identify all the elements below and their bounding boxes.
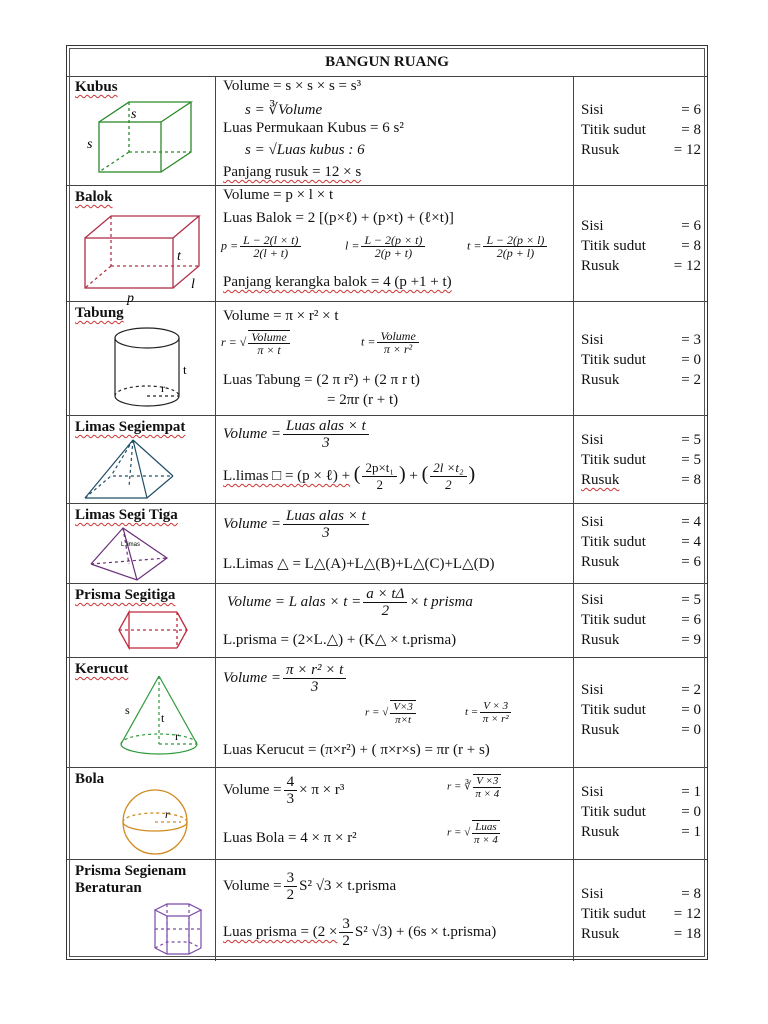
formula-p: p = $\frac{L - 2(l \times t)}{2(l + t)}$ [221, 234, 303, 259]
stat-faces: Sisi = 5 [581, 432, 701, 448]
stat-edges: Rusuk = 18 [581, 926, 701, 942]
row-limas-segitiga [67, 504, 707, 584]
shape-cell [67, 584, 216, 657]
formula-cell [215, 860, 574, 961]
stat-faces: Sisi = 3 [581, 332, 701, 348]
formula-t: t = $\frac{V \times 3}{\text{π × r²}}$ [465, 700, 513, 725]
stat-faces: Sisi = 8 [581, 886, 701, 902]
stats-list [581, 216, 701, 276]
row-kubus [67, 76, 707, 186]
formula-surface: Luas Kerucut = (π×r²) + ( π×r×s) = πr (r + s) [223, 742, 490, 758]
shape-name: Kubus [75, 79, 118, 95]
stat-edges: Rusuk = 9 [581, 632, 701, 648]
formula-volume: Volume = p × l × t [223, 187, 334, 203]
stat-edges: Rusuk = 6 [581, 554, 701, 570]
stats-cell [573, 302, 709, 415]
formula-side-from-area: s = √Luas kubus : 6 [245, 142, 365, 158]
formula-r-from-area: r = √ $\frac{\text{Luas}}{\pi \times 4}$ [447, 821, 498, 846]
edge-label-l: l [191, 277, 195, 292]
stats-cell [573, 768, 709, 859]
formula-cell [215, 768, 574, 859]
row-balok [67, 186, 707, 306]
stats-list [581, 330, 701, 390]
stats-cell [573, 860, 709, 961]
shape-name: Tabung [75, 305, 124, 321]
formula-cell [215, 186, 574, 301]
formula-cell [215, 302, 574, 415]
formula-volume: Volume = s × s × s = s³ [223, 78, 362, 94]
stats-list [581, 430, 701, 490]
shape-cell [67, 186, 216, 306]
formula-cell [215, 504, 574, 583]
stat-edges: Rusuk = 12 [581, 258, 701, 274]
stats-list [581, 100, 701, 160]
formula-volume: Volume = $\frac{\text{π × r² × t}}{3}$ [223, 662, 348, 695]
shape-name: Bola [75, 771, 105, 787]
formula-surface: Luas Bola = 4 × π × r² [223, 830, 357, 846]
shape-cell [67, 504, 216, 583]
cuboid-figure [77, 206, 209, 306]
stat-edges: Rusuk = 12 [581, 142, 701, 158]
edge-label-s: s [131, 107, 137, 122]
label-r: r [165, 807, 170, 821]
stat-vertices: Titik sudut = 0 [581, 702, 701, 718]
stat-faces: Sisi = 5 [581, 592, 701, 608]
stat-vertices: Titik sudut = 12 [581, 906, 701, 922]
stats-list [581, 680, 701, 740]
formula-cell [215, 658, 574, 767]
shape-cell [67, 860, 216, 961]
stat-vertices: Titik sudut = 0 [581, 804, 701, 820]
edge-label-t: t [177, 249, 181, 264]
formula-frame-length: Panjang kerangka balok = 4 (p +1 + t) [223, 274, 452, 290]
stat-edges: Rusuk = 2 [581, 372, 701, 388]
label-t: t [183, 362, 187, 377]
formula-t: t = $\frac{L - 2(p \times l)}{2(p + l)}$ [467, 234, 549, 259]
formula-volume: Volume = $\frac{4}{3}$ × π × r³ [223, 774, 345, 807]
stats-list [581, 512, 701, 572]
formula-surface: Luas Tabung = (2 π r²) + (2 π r t) [223, 372, 420, 388]
formula-cell [215, 76, 574, 185]
formula-l: l = $\frac{L - 2(p \times t)}{2(p + t)}$ [345, 234, 427, 259]
stat-faces: Sisi = 6 [581, 218, 701, 234]
label-t: t [161, 711, 165, 725]
formula-surface: Luas Permukaan Kubus = 6 s² [223, 120, 404, 136]
formula-t: t = $\frac{\text{Volume}}{\text{π × r²}}$ [361, 330, 421, 355]
label-r: r [175, 729, 179, 743]
row-bola [67, 768, 707, 860]
formula-edge-length: Panjang rusuk = 12 × s [223, 164, 362, 180]
edge-label-p: p [127, 291, 134, 306]
formula-volume: Volume = L alas × t = $\frac{a \times t\Delta}{2}$ × t prisma [227, 586, 473, 619]
row-kerucut [67, 658, 707, 768]
row-prisma-segitiga [67, 584, 707, 658]
label-limas: L.limas [121, 542, 141, 548]
stat-vertices: Titik sudut = 4 [581, 534, 701, 550]
stat-faces: Sisi = 2 [581, 682, 701, 698]
formula-cell [215, 416, 574, 503]
square-pyramid-figure [81, 436, 185, 502]
row-limas-segiempat [67, 416, 707, 504]
formula-r: r = √ $\frac{V\times 3}{\pi\times t}$ [365, 700, 418, 726]
formula-surface: L.limas □ = (p × ℓ) + ( $\frac{\text{2p×t₁}}{2}$ ) + ( $\frac{\text{2l ×t₂}}{2}$ ) [223, 460, 476, 492]
shape-name: Prisma Segitiga [75, 587, 176, 603]
shape-cell [67, 302, 216, 415]
stat-vertices: Titik sudut = 8 [581, 238, 701, 254]
label-s: s [125, 703, 130, 717]
shape-name: Limas Segi Tiga [75, 507, 178, 523]
formula-surface: Luas Balok = 2 [(p×ℓ) + (p×t) + (ℓ×t)] [223, 210, 454, 226]
stat-faces: Sisi = 6 [581, 102, 701, 118]
sphere-figure [115, 788, 199, 858]
stats-cell [573, 416, 709, 503]
stat-edges: Rusuk = 0 [581, 722, 701, 738]
formula-r: r = √ $\frac{\text{Volume}}{\pi \times t}$ [221, 330, 292, 356]
triangular-pyramid-figure [87, 524, 179, 582]
formula-surface-simplified: = 2πr (r + t) [327, 392, 399, 408]
stats-cell [573, 584, 709, 657]
formula-cell [215, 584, 574, 657]
cube-figure [87, 96, 199, 176]
formula-surface: L.prisma = (2×L.△) + (K△ × t.prisma) [223, 632, 457, 648]
edge-label-s: s [87, 137, 93, 152]
row-tabung [67, 302, 707, 416]
shape-name: Limas Segiempat [75, 419, 186, 435]
stat-edges: Rusuk = 8 [581, 472, 701, 488]
shape-cell [67, 658, 216, 767]
stats-cell [573, 76, 709, 185]
stats-list [581, 590, 701, 650]
formula-r-from-volume: r = ∛ $\frac{V \times 3}{\pi \times 4}$ [447, 774, 503, 800]
formula-volume: Volume = $\frac{\text{Luas alas × t}}{3}$ [223, 508, 371, 541]
row-prisma-segienam [67, 860, 707, 961]
stat-vertices: Titik sudut = 0 [581, 352, 701, 368]
stat-vertices: Titik sudut = 5 [581, 452, 701, 468]
stat-faces: Sisi = 4 [581, 514, 701, 530]
stats-list [581, 782, 701, 842]
formula-volume: Volume = $\frac{3}{2}$ S² √3 × t.prisma [223, 870, 397, 903]
formula-side: s = ∛Volume [245, 102, 323, 118]
formula-surface: Luas prisma = (2 × $\frac{3}{2}$ S² √3) + (6s × t.prisma) [223, 916, 497, 949]
stats-cell [573, 504, 709, 583]
triangular-prism-figure [115, 606, 195, 654]
shape-cell [67, 416, 216, 503]
label-r: r [161, 381, 165, 395]
shape-name: Kerucut [75, 661, 129, 677]
cone-figure [111, 672, 211, 766]
hexagonal-prism-figure [147, 902, 211, 960]
formula-volume: Volume = $\frac{\text{Luas alas × t}}{3}$ [223, 418, 371, 451]
formula-sheet [66, 45, 708, 960]
formula-surface: L.Limas △ = L△(A)+L△(B)+L△(C)+L△(D) [223, 556, 495, 572]
stats-list [581, 884, 701, 944]
stat-faces: Sisi = 1 [581, 784, 701, 800]
stat-vertices: Titik sudut = 6 [581, 612, 701, 628]
stat-edges: Rusuk = 1 [581, 824, 701, 840]
cylinder-figure [107, 324, 203, 414]
stats-cell [573, 186, 709, 301]
stat-vertices: Titik sudut = 8 [581, 122, 701, 138]
sheet-title: BANGUN RUANG [67, 46, 707, 77]
shape-name: Balok [75, 189, 113, 205]
shape-cell [67, 768, 216, 859]
stats-cell [573, 658, 709, 767]
shape-name: Prisma Segienam Beraturan [75, 863, 187, 896]
shape-cell [67, 76, 216, 185]
formula-volume: Volume = π × r² × t [223, 308, 339, 324]
